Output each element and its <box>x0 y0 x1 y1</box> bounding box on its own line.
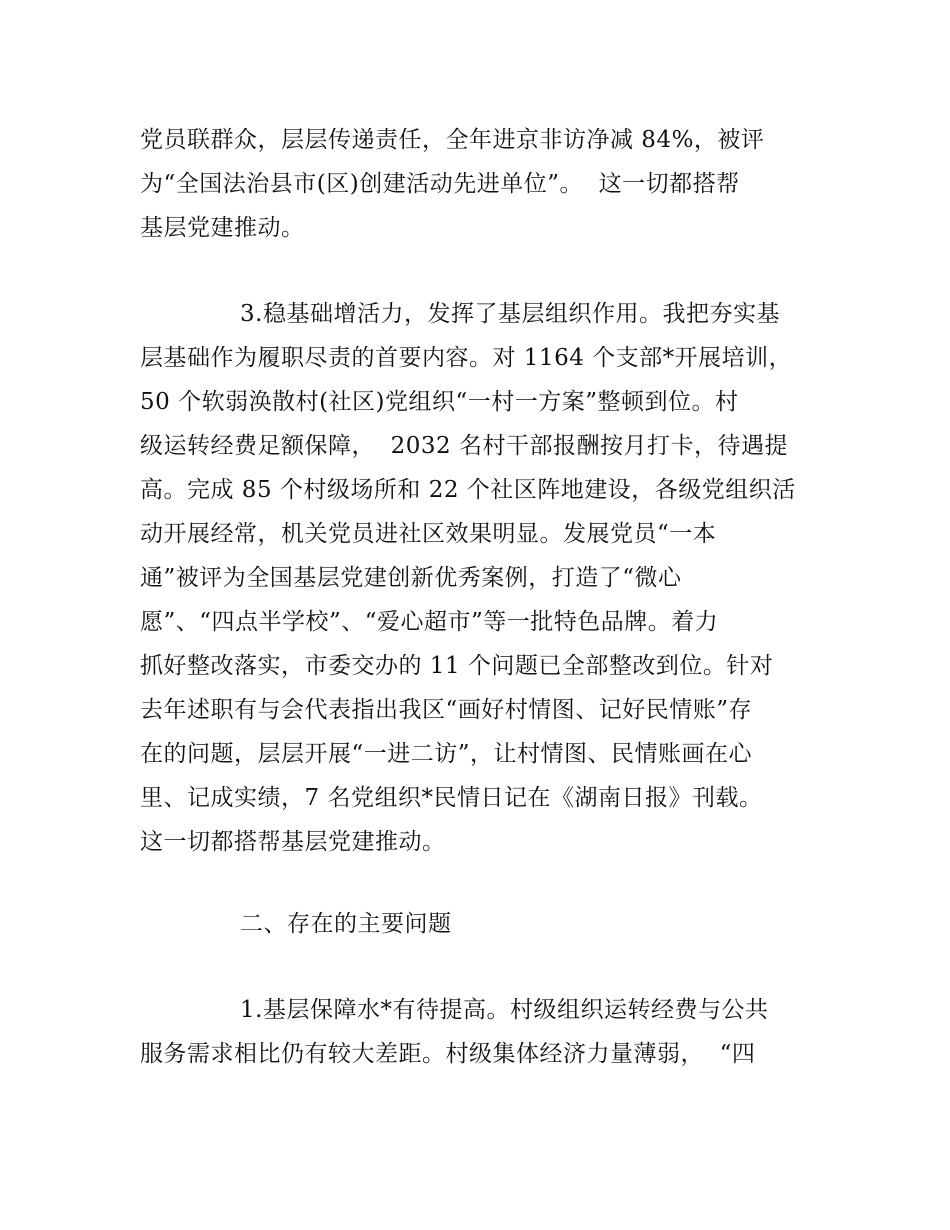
text-line: 级运转经费足额保障， 2032 名村干部报酬按月打卡，待遇提 <box>140 433 788 459</box>
text-line: 层基础作为履职尽责的首要内容。对 1164 个支部*开展培训， <box>140 345 793 371</box>
text-line: 服务需求相比仍有较大差距。村级集体经济力量薄弱， “四 <box>140 1041 756 1067</box>
text-line: 50 个软弱涣散村(社区)党组织“一村一方案”整顿到位。村 <box>140 389 739 415</box>
text-line: 在的问题，层层开展“一进二访”，让村情图、民情账画在心 <box>140 741 753 767</box>
text-line: 党员联群众，层层传递责任，全年进京非访净减 84%，被评 <box>140 127 765 153</box>
text-line: 通”被评为全国基层党建创新优秀案例，打造了“微心 <box>140 565 682 591</box>
text-line: 1.基层保障水*有待提高。村级组织运转经费与公共 <box>240 997 769 1023</box>
text-line: 这一切都搭帮基层党建推动。 <box>140 829 446 855</box>
text-line: 动开展经常，机关党员进社区效果明显。发展党员“一本 <box>140 521 717 547</box>
text-line: 高。完成 85 个村级场所和 22 个社区阵地建设，各级党组织活 <box>140 477 796 503</box>
text-line: 抓好整改落实，市委交办的 11 个问题已全部整改到位。针对 <box>140 653 774 679</box>
section-heading: 二、存在的主要问题 <box>240 911 452 937</box>
text-line: 为“全国法治县市(区)创建活动先进单位”。 这一切都搭帮 <box>140 171 740 197</box>
text-line: 基层党建推动。 <box>140 215 305 241</box>
text-line: 去年述职有与会代表指出我区“画好村情图、记好民情账”存 <box>140 697 753 723</box>
text-line: 愿”、“四点半学校”、“爱心超市”等一批特色品牌。着力 <box>140 609 719 635</box>
text-line: 3.稳基础增活力，发挥了基层组织作用。我把夯实基 <box>240 301 780 327</box>
text-line: 里、记成实绩，7 名党组织*民情日记在《湖南日报》刊载。 <box>140 785 763 811</box>
